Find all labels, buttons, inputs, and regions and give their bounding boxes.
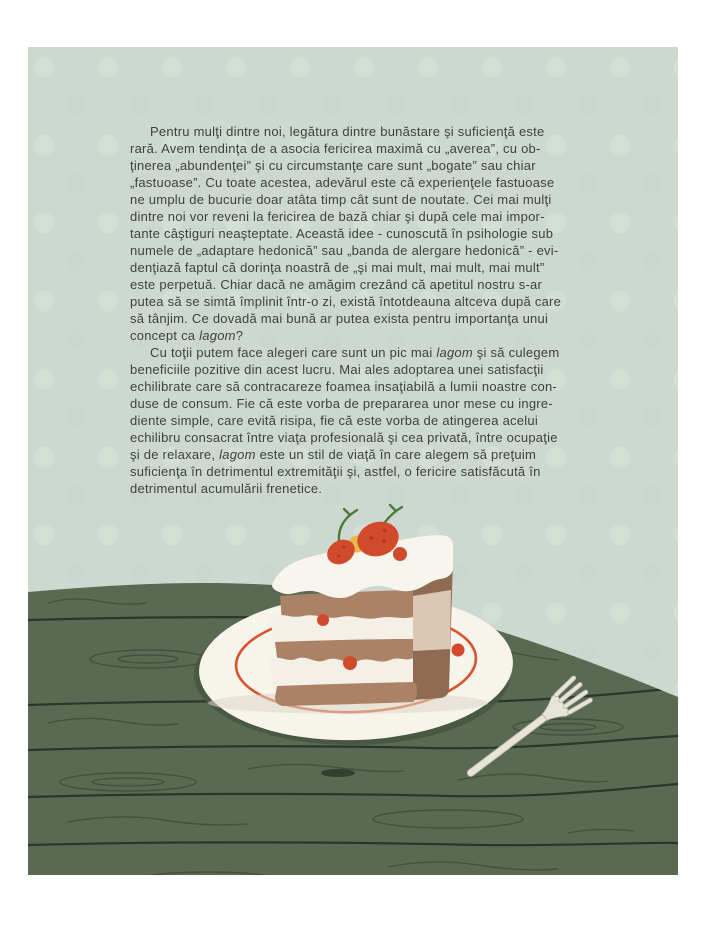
text-segment: echilibrate care să contracareze foamea insaţiabilă a lumii noastre con- xyxy=(130,379,557,394)
text-segment: suficienţa în detrimentul extremităţii şi, astfel, o fericire satisfăcută în xyxy=(130,464,541,479)
text-segment: echilibru consacrat între viaţa profesională şi cea privată, între ocupaţie xyxy=(130,430,558,445)
text-segment: ? xyxy=(235,328,244,343)
text-line xyxy=(130,463,610,480)
text-segment: este perpetuă. Chiar dacă ne amăgim crezând că apetitul nostru s-ar xyxy=(130,277,543,292)
text-line xyxy=(130,225,610,242)
lagom-italic: lagom xyxy=(199,328,236,343)
text-line xyxy=(130,344,610,361)
lagom-italic: lagom xyxy=(436,345,473,360)
text-segment: dintre noi vor reveni la fericirea de bază chiar şi după cele mai impor- xyxy=(130,209,545,224)
text-line xyxy=(130,140,610,157)
text-line xyxy=(130,157,610,174)
text-segment: şi de relaxare, xyxy=(130,447,220,462)
text-segment: ţinerea „abundenţei” şi cu circumstanţe care sunt „bogate” sau chiar xyxy=(130,158,536,173)
text-line xyxy=(130,310,610,327)
berry-dot xyxy=(343,656,357,670)
berry-dot xyxy=(452,644,465,657)
text-segment: putea să se simtă împlinit într-o zi, există întotdeauna altceva după care xyxy=(130,294,562,309)
text-line xyxy=(130,123,610,140)
cake-layer-brown-base xyxy=(275,682,417,706)
text-segment: duse de consum. Fie că este vorba de prepararea unor mese cu ingre- xyxy=(130,396,553,411)
text-line xyxy=(130,208,610,225)
text-line xyxy=(130,378,610,395)
cake-side-cream-band xyxy=(413,590,451,651)
text-segment: ne umplu de bucurie doar atâta timp cât sunt de noutate. Cei mai mulţi xyxy=(130,192,552,207)
lagom-italic: lagom xyxy=(219,447,256,462)
text-segment: este un stil de viaţă în care alegem să preţuim xyxy=(255,447,537,462)
berry-dot xyxy=(317,614,329,626)
text-segment: să tânjim. Ce dovadă mai bună ar putea exista pentru importanţa unui xyxy=(130,311,549,326)
text-line xyxy=(130,191,610,208)
text-line xyxy=(130,293,610,310)
text-line xyxy=(130,259,610,276)
text-segment: Cu toţii putem face alegeri care sunt un pic mai xyxy=(150,345,437,360)
body-text xyxy=(130,123,610,497)
text-line xyxy=(130,480,610,497)
text-line xyxy=(130,395,610,412)
text-segment: „fastuoase”. Cu toate acestea, adevărul este că experienţele fastuoase xyxy=(130,175,555,190)
text-line xyxy=(130,412,610,429)
text-segment: Pentru mulţi dintre noi, legătura dintre bunăstare şi suficienţă este xyxy=(150,124,545,139)
text-line xyxy=(130,242,610,259)
text-segment: şi să culegem xyxy=(472,345,560,360)
text-segment: beneficiile pozitive din acest lucru. Mai ales adoptarea unei satisfacţii xyxy=(130,362,544,377)
wood-knot xyxy=(321,769,355,777)
berry-dot xyxy=(393,547,407,561)
text-line xyxy=(130,327,610,344)
text-segment: numele de „adaptare hedonică” sau „banda de alergare hedonică” - evi- xyxy=(130,243,559,258)
text-segment: diente simple, care evită risipa, fie că este vorba de atingerea acelui xyxy=(130,413,538,428)
text-line xyxy=(130,446,610,463)
text-segment: denţiază faptul că dorinţa noastră de „şi mai mult, mai mult, mai mult” xyxy=(130,260,545,275)
text-line xyxy=(130,361,610,378)
text-segment: detrimentul acumulării frenetice. xyxy=(130,481,323,496)
text-segment: rară. Avem tendinţa de a asocia fericirea maximă cu „averea”, cu ob- xyxy=(130,141,541,156)
text-segment: tante câştiguri neaşteptate. Această idee - cunoscută în psihologie sub xyxy=(130,226,554,241)
text-line xyxy=(130,174,610,191)
text-segment: concept ca xyxy=(130,328,200,343)
text-line xyxy=(130,276,610,293)
text-line xyxy=(130,429,610,446)
